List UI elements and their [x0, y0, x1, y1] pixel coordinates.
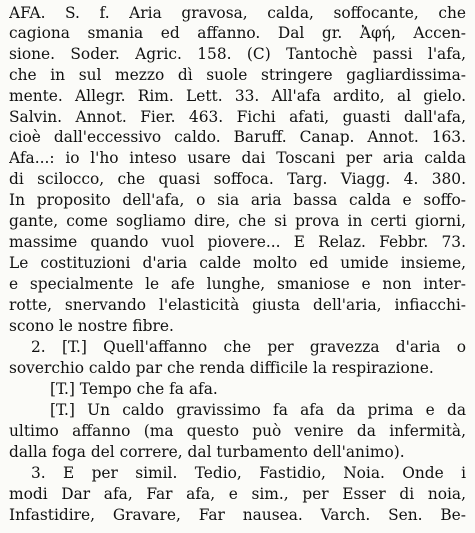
entry-line: gante, come sogliamo dire, che si prova in certi giorni,: [9, 212, 466, 230]
entry-line: mente. Allegr. Rim. Lett. 33. All'afa ardito, al gielo.: [9, 87, 466, 105]
subsense-line: [T.] Un caldo gravissimo fa afa da prima e da: [50, 401, 466, 419]
entry-line: cioè dall'eccessivo caldo. Baruff. Canap. Annot. 163.: [9, 128, 466, 146]
entry-line: che in sul mezzo dì suole stringere gagliardissima-: [9, 66, 466, 84]
entry-line: cagiona smania ed affanno. Dal gr. Ἀφή, Accen-: [9, 24, 466, 42]
entry-line: Le costituzioni d'aria calde molto ed umide insieme,: [9, 254, 466, 272]
entry-line: rotte, snervando l'elasticità giusta dell'aria, infiacchi-: [9, 296, 466, 314]
sense-2-line: 2. [T.] Quell'affanno che per gravezza d'aria o: [31, 338, 466, 356]
entry-line: AFA. S. f. Aria gravosa, calda, soffocante, che: [9, 4, 466, 22]
entry-line: Salvin. Annot. Fier. 463. Fichi afati, guasti dall'afa,: [9, 108, 466, 126]
entry-line: massime quando vuol piovere... E Relaz. Febbr. 73.: [9, 233, 466, 251]
sense-3-line: Infastidire, Gravare, Far nausea. Varch. Sen. Be-: [9, 506, 466, 524]
sense-3-line: modi Dar afa, Far afa, e sim., per Esser di noia,: [9, 485, 466, 503]
subsense-line: dalla foga del correre, dal turbamento dell'animo).: [9, 443, 405, 461]
entry-line: Afa...: io l'ho inteso usare dai Toscani per aria calda: [9, 149, 466, 167]
entry-line: di scilocco, che quasi soffoca. Targ. Viagg. 4. 380.: [9, 170, 466, 188]
sense-2-line: soverchio caldo par che renda difficile la respirazione.: [9, 359, 434, 377]
subsense-line: ultimo affanno (ma questo può venire da infermità,: [9, 422, 466, 440]
entry-line: scono le nostre fibre.: [9, 317, 174, 335]
subsense-line: [T.] Tempo che fa afa.: [50, 380, 218, 398]
entry-line: sione. Soder. Agric. 158. (C) Tantochè passi l'afa,: [9, 45, 466, 63]
sense-3-line: 3. E per simil. Tedio, Fastidio, Noia. Onde i: [31, 464, 466, 482]
entry-line: e specialmente le afe lunghe, smaniose e non inter-: [9, 275, 466, 293]
entry-line: In proposito dell'afa, o sia aria bassa calda e soffo-: [9, 191, 466, 209]
